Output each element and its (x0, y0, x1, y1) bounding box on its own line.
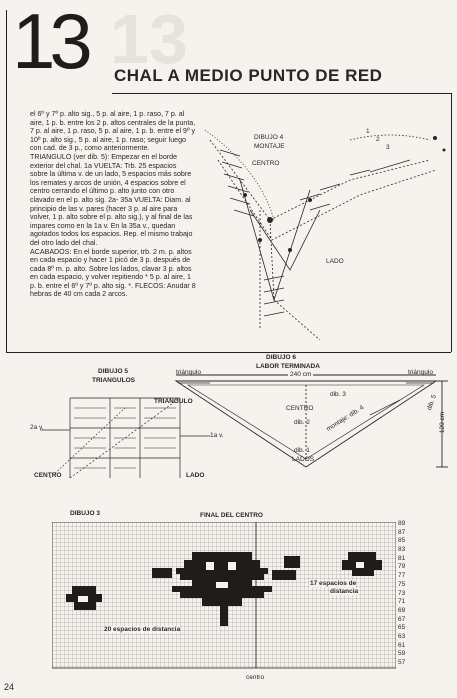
row-number: 59 (398, 650, 406, 658)
dibujo6-dib3: dib. 3 (330, 391, 346, 398)
row-number: 79 (398, 563, 406, 571)
dibujo5-diagram (30, 368, 230, 498)
dibujo5-row2: 2a v. (30, 424, 44, 431)
row-number: 67 (398, 615, 406, 623)
dibujo4-marker-2: 2 (376, 136, 380, 143)
page-title: CHAL A MEDIO PUNTO DE RED (114, 66, 383, 85)
dibujo6-dib5: dib. 5 (425, 393, 438, 412)
row-number: 71 (398, 598, 406, 606)
background-ghost-number: 13 (110, 0, 188, 78)
dibujo6-height: 120 cm (439, 411, 447, 434)
dibujo5-lado: LADO (186, 472, 205, 479)
row-number: 57 (398, 659, 406, 666)
row-number: 77 (398, 572, 406, 580)
dibujo6-width: 240 cm (290, 371, 312, 378)
dibujo3-espacios20: 20 espacios de distancia (104, 626, 181, 633)
dibujo3-centro: centro (246, 674, 265, 681)
dibujo6-subtitle: LABOR TERMINADA (256, 363, 320, 370)
dibujo4-lado: LADO (326, 258, 344, 265)
right-rule (451, 93, 452, 352)
dibujo4-marker-3: 3 (386, 144, 390, 151)
row-number: 87 (398, 528, 406, 536)
dibujo3-title: DIBUJO 3 (70, 510, 100, 517)
dibujo6-triangulo-left: triángulo (176, 369, 201, 376)
dibujo3-chart-grid (52, 522, 396, 672)
row-number: 65 (398, 624, 406, 632)
dibujo5-centro: CENTRO (34, 472, 62, 479)
dibujo3-row-numbers (398, 520, 416, 668)
dibujo4-title: DIBUJO 4 (254, 134, 284, 141)
title-rule (112, 93, 452, 94)
row-number: 85 (398, 537, 406, 545)
dibujo4-subtitle: MONTAJE (254, 143, 285, 150)
row-number: 61 (398, 641, 406, 649)
row-number: 73 (398, 589, 406, 597)
row-number: 83 (398, 546, 406, 554)
dibujo5-triangulo: TRIANGULO (154, 398, 193, 405)
dibujo5-title: DIBUJO 5 (98, 368, 128, 375)
dibujo6-dib2: dib. 2 (294, 419, 310, 426)
dibujo4-marker-1: 1 (366, 128, 370, 135)
row-number: 69 (398, 606, 406, 614)
dibujo6-dib1: dib. 1 (294, 447, 310, 454)
instructions-text: el 6º y 7º p. alto sig., 5 p. al aire, 1 p. raso, 7 p. al aire, 1 p. b. entre los 2 p. altos centrales de la punta, 7 p. al aire, 1 p. raso, 5 p. al aire, 1 p. b. entre el 9º y 10º p. alto sig., 5 p. al aire, 1 p. raso; seguir luego con cad. de 3 p., como anteriormente. TRIANGULO (ver dib. 5): Empezar en el borde exterior del chal. 1a VUELTA: Trb. 25 espacios sobre la última v. de un lado, 5 espacios más sobre los remates y arcos de unión, 4 espacios sobre el centro cerrando el último p. alto junto con otro clavado en el p. alto sig. 2a- 35a VUELTA: Diam. al principio de las v. pares (hacer 3 p. al aire para volver, 1 p. alto sobre el p. alto sig.), y al final de las impares como en la 1a v. En la 35a v., quedan agotados todos los espacios. Rep. el mismo trabajo del otro lado del chal. ACABADOS: En el borde superior, trb. 2 m. p. altos en cada espacio y hacer 1 picó de 3 p. después de cada 8º m. p. alto. Sobre los lados, clavar 3 p. altos en cada espacio, y volver repitiendo * 5 p. al aire, 1 p. b. entre el 6º y 7º p. alto sig. *. FLECOS: Anudar 8 hebras de 40 cm cada 2 arcos. (30, 110, 196, 299)
row-number: 81 (398, 554, 406, 562)
page-number: 24 (4, 682, 15, 692)
dibujo5-row1: 1a v. (210, 432, 224, 439)
row-number: 75 (398, 580, 406, 588)
row-number: 89 (398, 520, 406, 527)
left-rule (6, 10, 7, 352)
dibujo6-lados: LADOS (292, 456, 315, 463)
chapter-number: 13 (12, 0, 87, 85)
dibujo4-diagram (200, 100, 448, 350)
dibujo6-centro: CENTRO (286, 405, 314, 412)
dibujo6-triangulo-right: triángulo (408, 369, 433, 376)
dibujo3-distancia: distancia (330, 588, 359, 595)
dibujo4-centro: CENTRO (252, 160, 280, 167)
section-divider (6, 352, 451, 353)
dibujo6-montaje: montaje: dib. 4 (325, 404, 366, 433)
dibujo3-espacios17: 17 espacios de (310, 580, 357, 587)
dibujo3-final: FINAL DEL CENTRO (200, 512, 263, 519)
dibujo6-title: DIBUJO 6 (266, 354, 296, 361)
dibujo5-subtitle: TRIANGULOS (92, 377, 135, 384)
row-number: 63 (398, 632, 406, 640)
